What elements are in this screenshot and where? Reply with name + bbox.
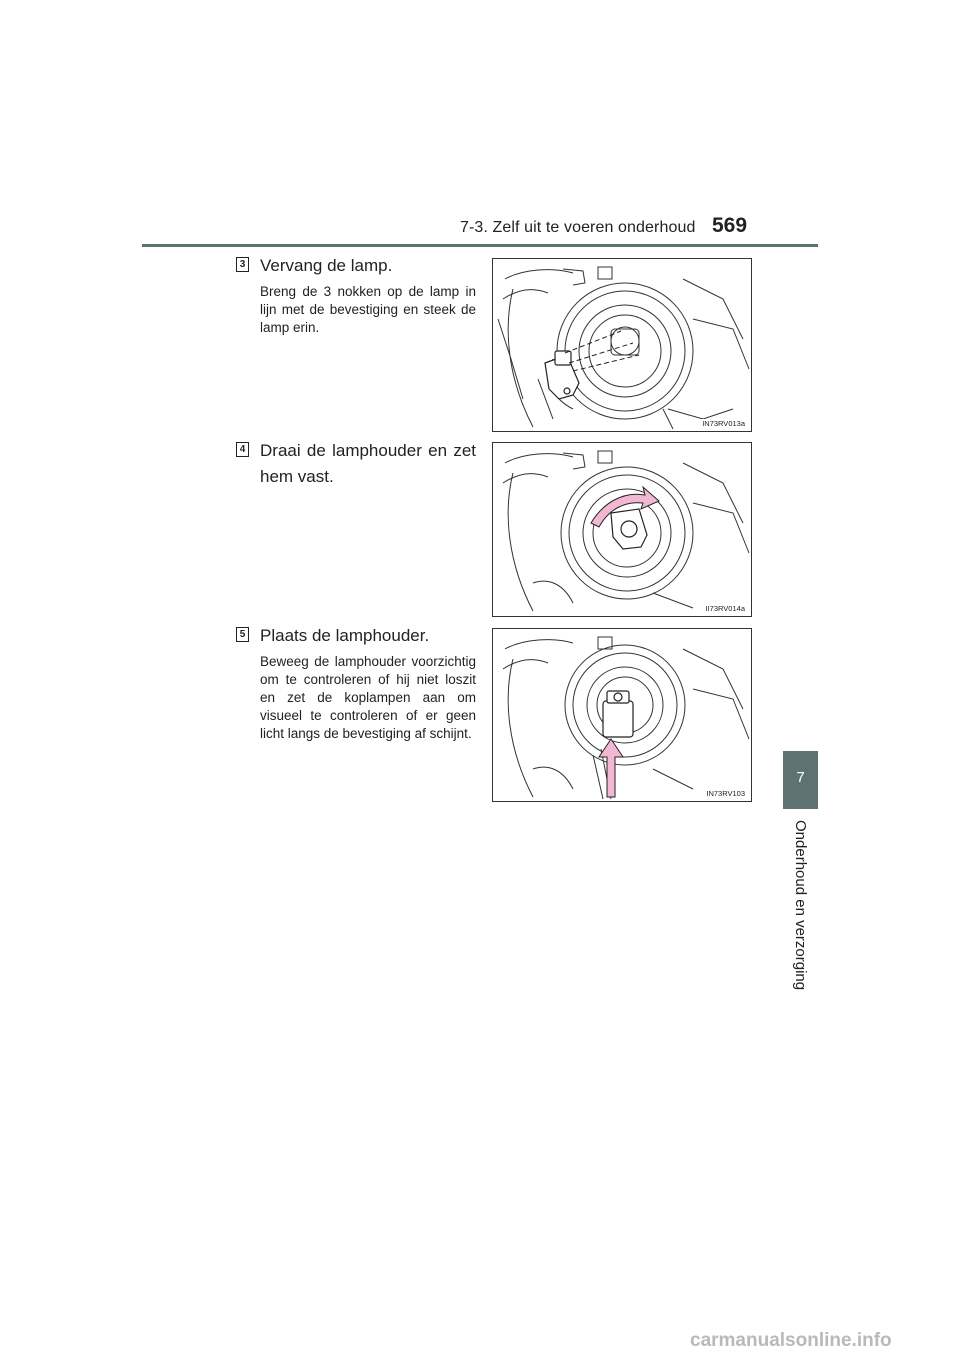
up-arrow-icon: [599, 739, 623, 797]
step-number-badge: 5: [236, 627, 249, 642]
page-number: 569: [712, 214, 748, 237]
chapter-tab: [783, 751, 818, 809]
step-body: Breng de 3 nokken op de lamp in lijn met de bevestiging en steek de lamp erin.: [260, 284, 476, 335]
chapter-number: 7: [796, 769, 805, 786]
step-number-badge: 3: [236, 257, 249, 272]
figure-code: IN73RV103: [706, 789, 745, 798]
figure-code: II73RV014a: [705, 604, 745, 613]
step-number-badge: 4: [236, 442, 249, 457]
figure-holder-install: [492, 628, 752, 802]
step-title: Draai de lamphouder en zet hem vast.: [260, 441, 476, 486]
headlamp-illustration: [493, 443, 751, 616]
step-body: Beweeg de lamphouder voorzichtig om te controleren of hij niet loszit en zet de koplampen aan om visueel te controleren of er geen licht langs de bevestiging af schijnt.: [260, 654, 476, 741]
figure-code: IN73RV013a: [702, 419, 745, 428]
headlamp-illustration: [493, 629, 751, 801]
header-rule: [142, 244, 818, 247]
headlamp-illustration: [493, 259, 751, 431]
figure-holder-rotate: [492, 442, 752, 617]
section-title: 7-3. Zelf uit te voeren onderhoud: [460, 219, 696, 236]
figure-bulb-replace: [492, 258, 752, 432]
step-title: Plaats de lamphouder.: [260, 626, 430, 645]
step-title: Vervang de lamp.: [260, 256, 393, 275]
chapter-label: Onderhoud en verzorging: [792, 820, 809, 991]
watermark: carmanualsonline.info: [690, 1330, 892, 1351]
